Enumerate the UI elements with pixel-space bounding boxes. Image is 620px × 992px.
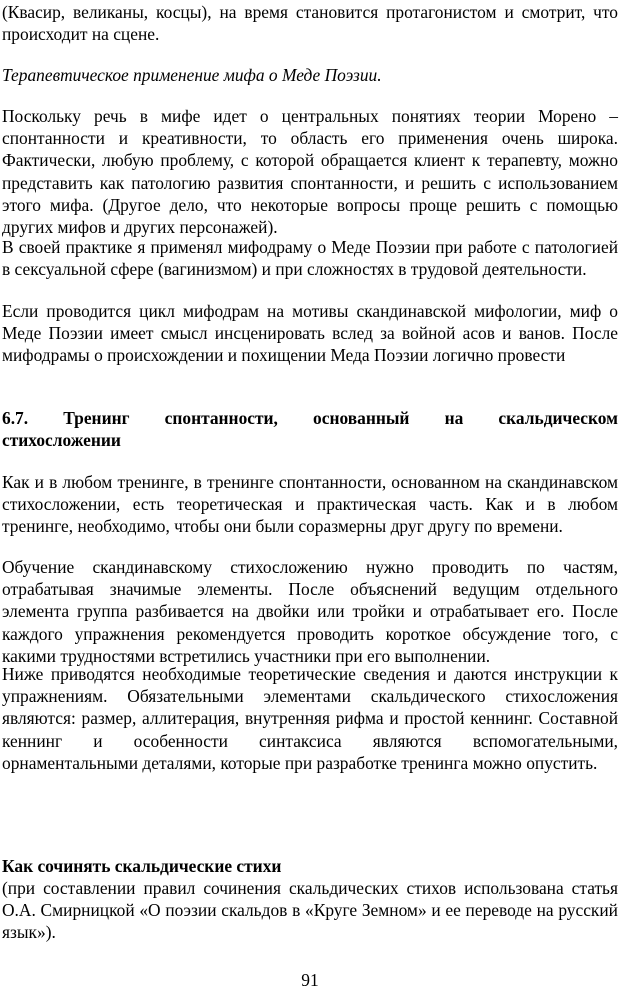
intro-paragraph: (Квасир, великаны, косцы), на время становится протагонистом и смотрит, что происходит на сцене. <box>2 2 618 45</box>
paragraph-theory: Поскольку речь в мифе идет о центральных понятиях теории Морено – спонтанности и креативности, то область его применения очень широка. Фактически, любую проблему, с которой обращается клиент к терапевту, можно представить как патологию развития спонтанности, и решить с использованием этого мифа. (Другое дело, что некоторые вопросы проще решить с помощью других мифов и других персонажей). <box>2 106 618 238</box>
section-heading-line1: 6.7. Тренинг спонтанности, основанный на скальдическом <box>2 408 618 428</box>
section-heading-line2: стихосложении <box>2 430 121 451</box>
section-heading <box>2 407 618 451</box>
paragraph-training: Как и в любом тренинге, в тренинге спонтанности, основанном на скандинавском стихосложении, есть теоретическая и практическая часть. Как и в любом тренинге, необходимо, чтобы они были соразмерны друг другу по времени. <box>2 472 618 537</box>
paragraph-cycle: Если проводится цикл мифодрам на мотивы скандинавской мифологии, миф о Меде Поэзии имеет смысл инсценировать вслед за войной асов и ванов. После мифодрамы о происхождении и похищении Меда Поэзии логично провести <box>2 301 618 366</box>
page-number: 91 <box>301 970 319 990</box>
paragraph-practice: В своей практике я применял мифодраму о Меде Поэзии при работе с патологией в сексуальной сфере (вагинизмом) и при сложностях в трудовой деятельности. <box>2 237 618 280</box>
paragraph-elements: Ниже приводятся необходимые теоретические сведения и даются инструкции к упражнениям. Обязательными элементами скальдического стихосложения являются: размер, аллитерация, внутренняя рифма и простой кеннинг. Составной кеннинг и особенности синтаксиса являются вспомогательными, орнаментальными деталями, которые при разработке тренинга можно опустить. <box>2 664 618 773</box>
paragraph-teaching: Обучение скандинавскому стихосложению нужно проводить по частям, отрабатывая значимые элементы. После объяснений ведущим отдельного элемента группа разбивается на двойки или тройки и отрабатывает его. После каждого упражнения рекомендуется проводить короткое обсуждение того, с какими трудностями встретились участники при его выполнении. <box>2 557 618 666</box>
paragraph-source: (при составлении правил сочинения скальдических стихов использована статья О.А. Смирницкой «О поэзии скальдов в «Круге Земном» и ее переводе на русский язык»). <box>2 878 618 943</box>
bold-subheading: Как сочинять скальдические стихи <box>2 856 282 876</box>
italic-subheading: Терапевтическое применение мифа о Меде Поэзии. <box>2 65 382 85</box>
